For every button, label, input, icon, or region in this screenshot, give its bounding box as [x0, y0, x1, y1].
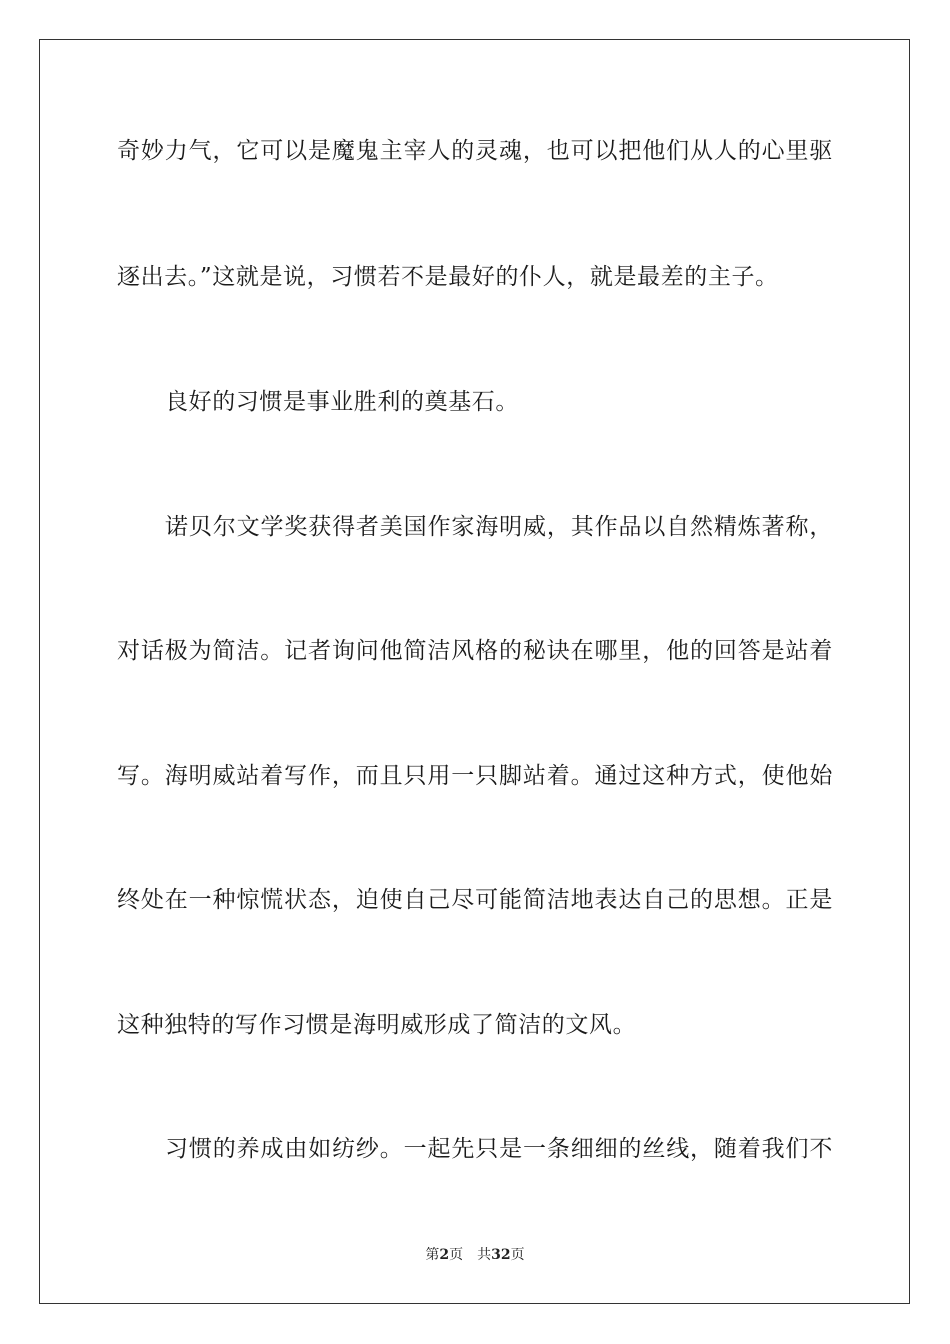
page-label-suffix: 页 [449, 1247, 464, 1263]
text-line-8: 这种独特的写作习惯是海明威形成了简洁的文风。 [117, 1012, 637, 1038]
total-label-prefix: 共 [477, 1247, 492, 1263]
paragraph-line-9: 习惯的养成由如纺纱。一起先只是一条细细的丝线，随着我们不 [165, 1136, 833, 1162]
text-line-7: 终处在一种惊慌状态，迫使自己尽可能简洁地表达自己的思想。正是 [117, 887, 833, 913]
page-number: 2 [439, 1247, 450, 1263]
text-line-2: 逐出去。”这就是说，习惯若不是最好的仆人，就是最差的主子。 [117, 264, 779, 290]
total-pages: 32 [491, 1247, 511, 1263]
page-border [39, 39, 910, 1304]
text-line-6: 写。海明威站着写作，而且只用一只脚站着。通过这种方式，使他始 [117, 763, 833, 789]
text-line-1: 奇妙力气，它可以是魔鬼主宰人的灵魂，也可以把他们从人的心里驱 [117, 138, 833, 164]
page-label-prefix: 第 [425, 1247, 440, 1263]
text-line-5: 对话极为简洁。记者询问他简洁风格的秘诀在哪里，他的回答是站着 [117, 638, 833, 664]
page-footer [0, 1246, 950, 1264]
paragraph-line-3: 良好的习惯是事业胜利的奠基石。 [165, 389, 519, 415]
paragraph-line-4: 诺贝尔文学奖获得者美国作家海明威，其作品以自然精炼著称， [165, 514, 833, 540]
total-label-suffix: 页 [510, 1247, 525, 1263]
